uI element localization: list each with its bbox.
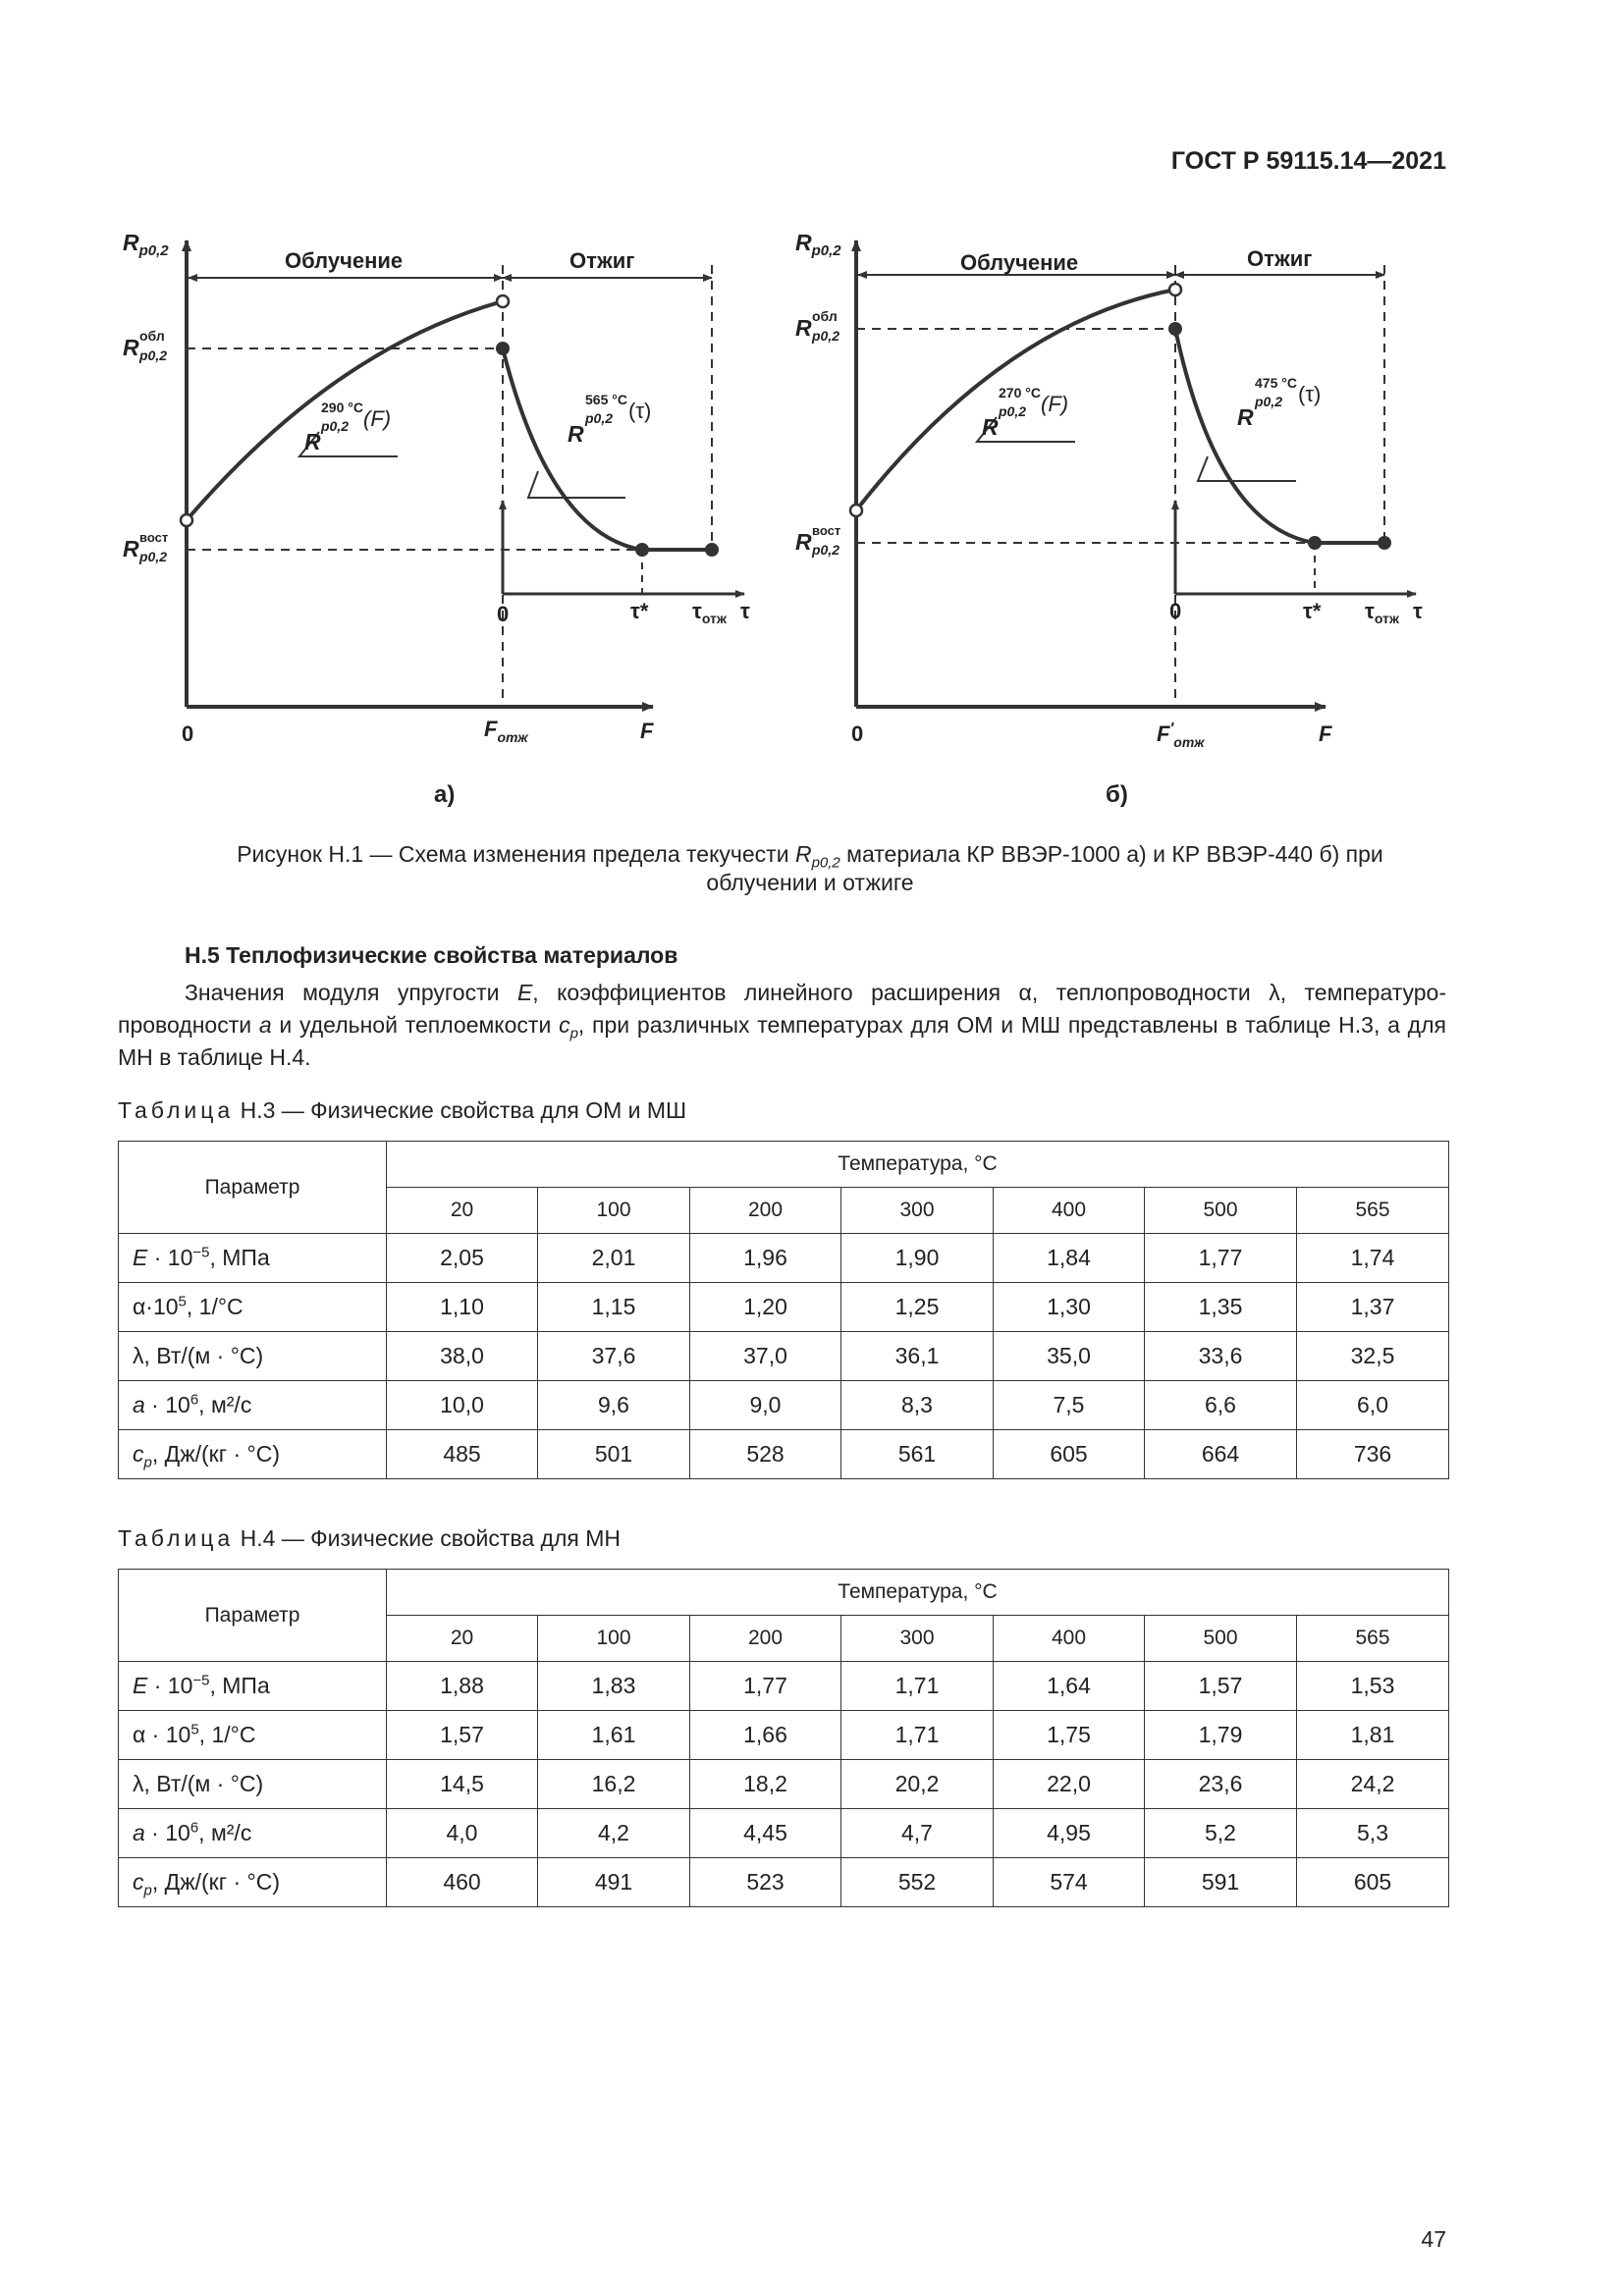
table-h4-temp: 500 <box>1145 1616 1297 1662</box>
table-h4-param: λ, Вт/(м · °С) <box>119 1760 387 1809</box>
table-cell: 1,96 <box>690 1234 841 1283</box>
table-cell: 561 <box>841 1430 994 1479</box>
table-h3-param-header: Параметр <box>119 1142 387 1234</box>
table-cell: 37,0 <box>690 1332 841 1381</box>
table-cell: 552 <box>841 1858 994 1907</box>
panel-b-curve2-label: R <box>1237 404 1254 430</box>
table-row <box>119 1809 1449 1858</box>
table-cell: 1,61 <box>538 1711 690 1760</box>
table-h3-param: $\alpha\cdot 10^5$, 1/°С <box>119 1283 387 1332</box>
table-cell: 1,57 <box>387 1711 538 1760</box>
table-cell: 1,35 <box>1145 1283 1297 1332</box>
table-cell: 1,77 <box>1145 1234 1297 1283</box>
panel-b-region-annealing: Отжиг <box>1247 246 1313 271</box>
table-cell: 4,0 <box>387 1809 538 1858</box>
svg-text:p0,2: p0,2 <box>812 328 840 344</box>
table-h4 <box>118 1569 1449 1907</box>
table-cell: 9,0 <box>690 1381 841 1430</box>
table-cell: 664 <box>1145 1430 1297 1479</box>
svg-text:p0,2: p0,2 <box>139 347 168 363</box>
table-cell: 605 <box>1297 1858 1449 1907</box>
panel-b-tau-axis-label: τ <box>1413 599 1423 623</box>
table-cell: 1,15 <box>538 1283 690 1332</box>
panel-a-tau-annealing: $\tau_{отж}$ <box>692 599 727 626</box>
table-cell: 2,01 <box>538 1234 690 1283</box>
panel-b-label: б) <box>1106 781 1128 808</box>
table-cell: 23,6 <box>1145 1760 1297 1809</box>
table-cell: 1,81 <box>1297 1711 1449 1760</box>
svg-text:565 °С: 565 °С <box>585 392 627 407</box>
table-cell: 32,5 <box>1297 1332 1449 1381</box>
panel-a-curve1-label: R <box>304 429 321 454</box>
table-cell: 5,2 <box>1145 1809 1297 1858</box>
table-row <box>119 1858 1449 1907</box>
svg-text:(τ): (τ) <box>1298 382 1322 406</box>
table-cell: 1,71 <box>841 1711 994 1760</box>
table-cell: 1,30 <box>994 1283 1145 1332</box>
panel-a-region-irradiation: Облучение <box>285 248 404 273</box>
figure-caption: Рисунок Н.1 — Схема изменения предела текучести $R_{p0,2}$ материала КР ВВЭР-1000 а) и КР ВВЭР-440 б) при облучении и отжиге <box>237 841 1383 895</box>
table-row <box>119 1234 1449 1283</box>
panel-b-level-vost: R <box>795 529 812 555</box>
table-h3-temp: 300 <box>841 1188 994 1234</box>
table-cell: 24,2 <box>1297 1760 1449 1809</box>
svg-text:270 °С: 270 °С <box>999 385 1041 400</box>
table-cell: 1,53 <box>1297 1662 1449 1711</box>
svg-text:p0,2: p0,2 <box>139 549 168 564</box>
panel-a-origin: 0 <box>182 721 194 746</box>
panel-b <box>795 230 1423 808</box>
svg-text:p0,2: p0,2 <box>321 418 350 434</box>
panel-a-region-annealing: Отжиг <box>569 248 635 273</box>
table-h4-temp: 100 <box>538 1616 690 1662</box>
svg-text:p0,2: p0,2 <box>999 403 1027 419</box>
table-h3-temp: 500 <box>1145 1188 1297 1234</box>
table-cell: 1,25 <box>841 1283 994 1332</box>
section-title: Н.5 Теплофизические свойства материалов <box>185 942 678 968</box>
table-cell: 501 <box>538 1430 690 1479</box>
table-h3-param: $c_p$, Дж/(кг · °С) <box>119 1430 387 1479</box>
table-h4-temp: 400 <box>994 1616 1145 1662</box>
svg-text:обл: обл <box>812 308 838 324</box>
table-cell: 1,57 <box>1145 1662 1297 1711</box>
section-paragraph: Значения модуля упругости E, коэффициентов линейного расширения α, теплопроводности λ, температуро-проводности a и удельной теплоемкости $c_p$, при различных температурах для ОМ и МШ представлены в таблице Н.3, а для МН в таблице Н.4. <box>118 980 1447 1070</box>
table-cell: 4,2 <box>538 1809 690 1858</box>
svg-text:290 °С: 290 °С <box>321 400 363 415</box>
panel-b-origin: 0 <box>851 721 864 746</box>
svg-text:p0,2: p0,2 <box>1255 394 1283 409</box>
table-cell: 7,5 <box>994 1381 1145 1430</box>
table-row <box>119 1662 1449 1711</box>
panel-a-tau-axis-label: τ <box>740 599 750 623</box>
table-cell: 35,0 <box>994 1332 1145 1381</box>
svg-text:(τ): (τ) <box>628 399 652 423</box>
table-h3-temp: 565 <box>1297 1188 1449 1234</box>
panel-b-f-axis-label: F <box>1319 721 1332 746</box>
table-h4-temp: 200 <box>690 1616 841 1662</box>
table-row <box>119 1430 1449 1479</box>
svg-text:вост: вост <box>139 530 169 545</box>
table-cell: 18,2 <box>690 1760 841 1809</box>
table-h4-temp: 565 <box>1297 1616 1449 1662</box>
table-cell: 574 <box>994 1858 1145 1907</box>
panel-a-inner-origin: 0 <box>497 602 510 626</box>
panel-b-f-annealing: $F'_{отж}$ <box>1157 721 1205 750</box>
panel-a-level-vost: R <box>123 536 139 561</box>
table-h4-param: $E \cdot 10^{-5}$, МПа <box>119 1662 387 1711</box>
table-cell: 1,90 <box>841 1234 994 1283</box>
table-h4-param-header: Параметр <box>119 1570 387 1662</box>
svg-text:475 °С: 475 °С <box>1255 375 1297 391</box>
svg-text:p0,2: p0,2 <box>585 410 614 426</box>
table-cell: 37,6 <box>538 1332 690 1381</box>
table-cell: 1,71 <box>841 1662 994 1711</box>
table-cell: 1,66 <box>690 1711 841 1760</box>
table-cell: 6,0 <box>1297 1381 1449 1430</box>
table-cell: 528 <box>690 1430 841 1479</box>
table-cell: 33,6 <box>1145 1332 1297 1381</box>
table-cell: 1,64 <box>994 1662 1145 1711</box>
table-h4-param: $a \cdot 10^6$, м²/с <box>119 1809 387 1858</box>
panel-a <box>123 230 750 808</box>
page-number: 47 <box>1421 2226 1446 2252</box>
table-cell: 4,7 <box>841 1809 994 1858</box>
table-h4-param: $\alpha \cdot 10^5$, 1/°С <box>119 1711 387 1760</box>
table-row <box>119 1332 1449 1381</box>
table-h3-temp: 400 <box>994 1188 1145 1234</box>
table-cell: 591 <box>1145 1858 1297 1907</box>
table-cell: 20,2 <box>841 1760 994 1809</box>
panel-b-region-irradiation: Облучение <box>960 250 1079 275</box>
panel-b-tau-annealing: $\tau_{отж}$ <box>1365 599 1399 626</box>
table-cell: 1,77 <box>690 1662 841 1711</box>
table-cell: 1,84 <box>994 1234 1145 1283</box>
table-cell: 14,5 <box>387 1760 538 1809</box>
figure-h1 <box>118 221 1492 820</box>
table-cell: 36,1 <box>841 1332 994 1381</box>
table-cell: 2,05 <box>387 1234 538 1283</box>
table-cell: 460 <box>387 1858 538 1907</box>
panel-b-y-label: $R_{p0,2}$ <box>795 230 841 259</box>
panel-a-f-axis-label: F <box>640 719 654 743</box>
table-h3-param: λ, Вт/(м · °С) <box>119 1332 387 1381</box>
table-cell: 6,6 <box>1145 1381 1297 1430</box>
table-h3-caption: Таблица Н.3 — Физические свойства для ОМ и МШ <box>118 1097 687 1123</box>
table-h4-temp: 20 <box>387 1616 538 1662</box>
table-cell: 605 <box>994 1430 1145 1479</box>
table-cell: 1,79 <box>1145 1711 1297 1760</box>
table-cell: 4,95 <box>994 1809 1145 1858</box>
table-cell: 491 <box>538 1858 690 1907</box>
panel-b-curve1-label: R <box>982 414 999 440</box>
svg-text:p0,2: p0,2 <box>812 542 840 558</box>
table-h3 <box>118 1141 1449 1479</box>
svg-text:вост: вост <box>812 523 841 538</box>
panel-a-annealing-curve <box>503 348 712 550</box>
table-cell: 10,0 <box>387 1381 538 1430</box>
table-cell: 736 <box>1297 1430 1449 1479</box>
panel-b-annealing-curve <box>1175 329 1384 543</box>
table-h3-param: $a \cdot 10^6$, м²/с <box>119 1381 387 1430</box>
svg-text:(F): (F) <box>1041 392 1069 416</box>
table-cell: 1,74 <box>1297 1234 1449 1283</box>
table-row <box>119 1283 1449 1332</box>
table-h4-temp-header: Температура, °С <box>387 1570 1449 1616</box>
panel-a-label: а) <box>434 781 456 808</box>
table-cell: 8,3 <box>841 1381 994 1430</box>
table-cell: 4,45 <box>690 1809 841 1858</box>
table-row <box>119 1381 1449 1430</box>
panel-a-tau-star: τ* <box>630 599 649 623</box>
table-cell: 38,0 <box>387 1332 538 1381</box>
table-cell: 1,20 <box>690 1283 841 1332</box>
table-row <box>119 1711 1449 1760</box>
table-cell: 485 <box>387 1430 538 1479</box>
table-cell: 1,37 <box>1297 1283 1449 1332</box>
table-cell: 523 <box>690 1858 841 1907</box>
panel-b-inner-origin: 0 <box>1169 599 1182 623</box>
panel-a-y-label: $R_{p0,2}$ <box>123 230 169 259</box>
panel-a-curve2-label: R <box>568 421 584 447</box>
table-cell: 5,3 <box>1297 1809 1449 1858</box>
table-cell: 16,2 <box>538 1760 690 1809</box>
svg-text:обл: обл <box>139 328 165 344</box>
table-cell: 1,83 <box>538 1662 690 1711</box>
table-row <box>119 1760 1449 1809</box>
table-cell: 1,88 <box>387 1662 538 1711</box>
panel-a-level-obl: R <box>123 335 139 360</box>
svg-text:(F): (F) <box>363 406 392 431</box>
table-cell: 9,6 <box>538 1381 690 1430</box>
table-h3-temp: 20 <box>387 1188 538 1234</box>
table-cell: 1,10 <box>387 1283 538 1332</box>
panel-b-level-obl: R <box>795 315 812 341</box>
table-h4-caption: Таблица Н.4 — Физические свойства для МН <box>118 1525 621 1551</box>
table-h4-temp: 300 <box>841 1616 994 1662</box>
table-h3-param: $E \cdot 10^{-5}$, МПа <box>119 1234 387 1283</box>
table-cell: 22,0 <box>994 1760 1145 1809</box>
table-h4-param: $c_p$, Дж/(кг · °С) <box>119 1858 387 1907</box>
table-h3-temp: 100 <box>538 1188 690 1234</box>
document-header: ГОСТ Р 59115.14—2021 <box>1170 147 1446 175</box>
panel-a-f-annealing: $F_{отж}$ <box>484 717 528 745</box>
table-cell: 1,75 <box>994 1711 1145 1760</box>
table-h3-temp-header: Температура, °С <box>387 1142 1449 1188</box>
table-h3-temp: 200 <box>690 1188 841 1234</box>
panel-b-tau-star: τ* <box>1303 599 1322 623</box>
